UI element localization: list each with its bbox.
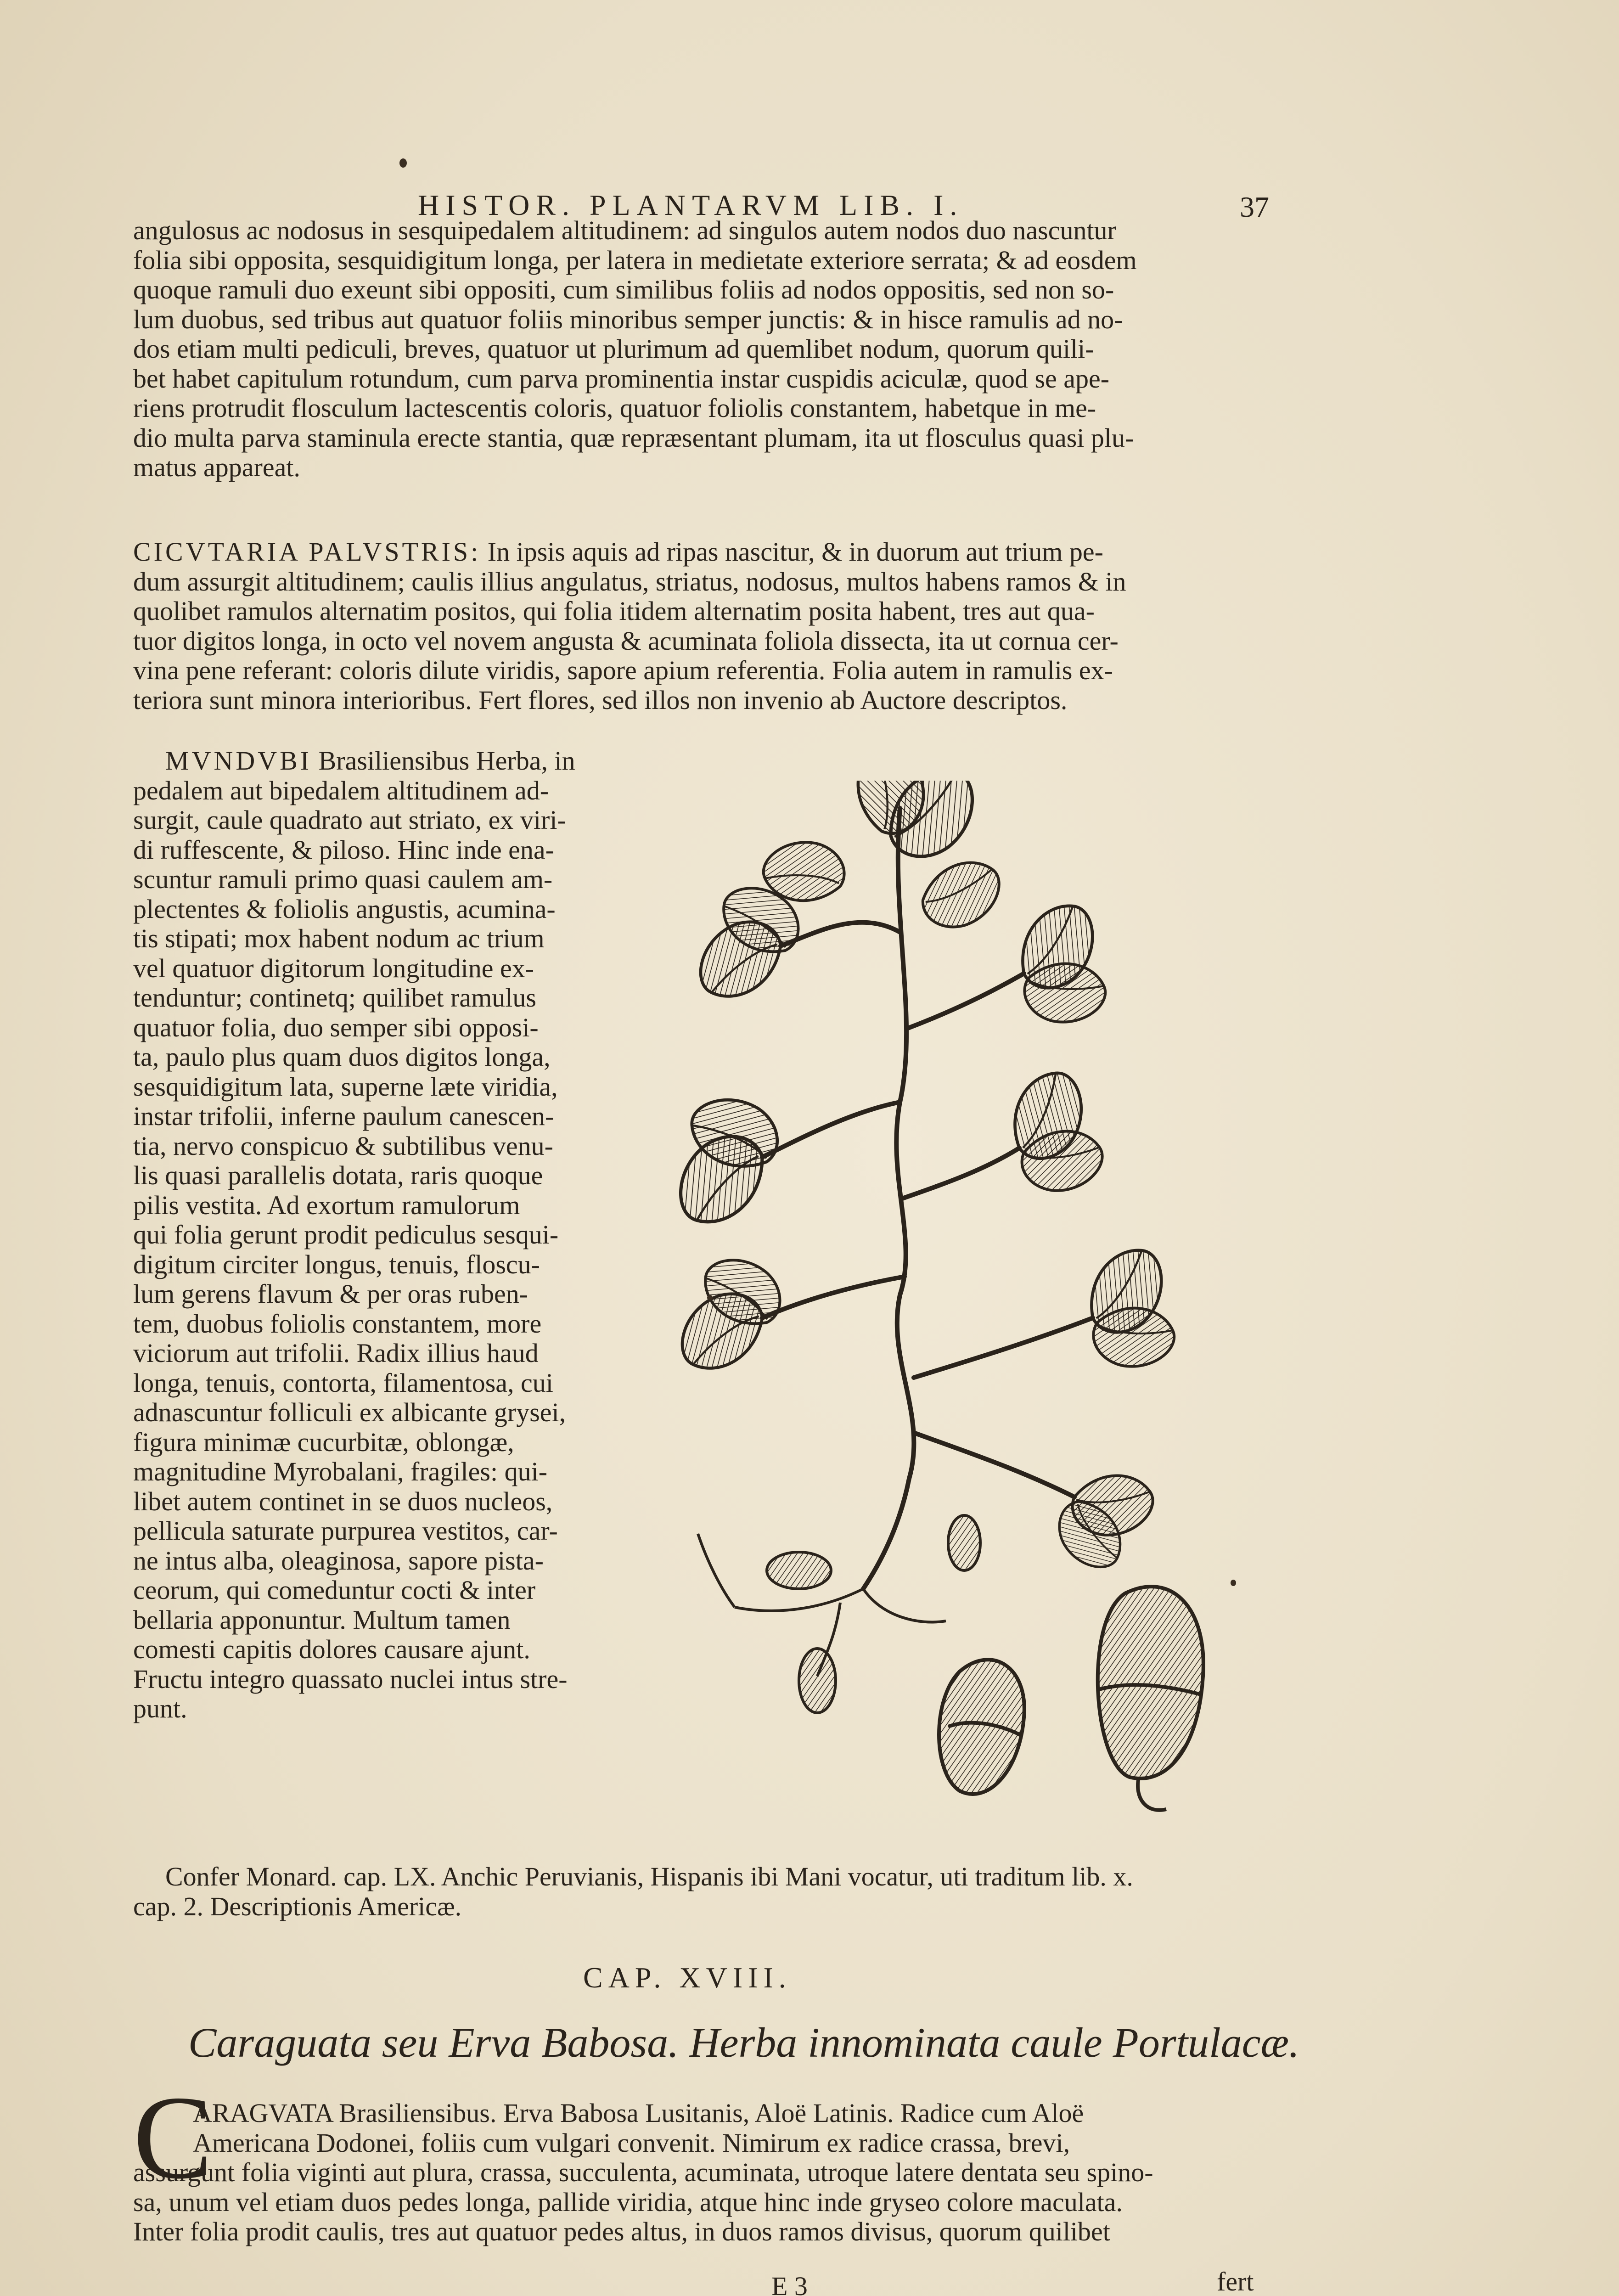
text-line: folia sibi opposita, sesquidigitum longa, per latera in medietate exteriore serrata; & ad eosdem xyxy=(133,245,1137,275)
text-line: riens protrudit flosculum lactescentis coloris, quatuor foliolis constantem, habetque in me- xyxy=(133,394,1096,423)
text-line: pilis vestita. Ad exortum ramulorum xyxy=(133,1190,520,1220)
catchword: fert xyxy=(1217,2267,1254,2296)
paragraph-mundubi xyxy=(133,746,638,1724)
ink-speck xyxy=(1231,1580,1236,1586)
text-line: Confer Monard. cap. LX. Anchic Peruvianis, Hispanis ibi Mani vocatur, uti traditum lib. x. xyxy=(165,1862,1133,1891)
text-line: ta, paulo plus quam duos digitos longa, xyxy=(133,1042,551,1072)
text-line: sa, unum vel etiam duos pedes longa, pallide viridia, atque hinc inde gryseo colore maculata. xyxy=(133,2187,1123,2217)
signature-mark: E 3 xyxy=(771,2271,808,2296)
text-line: longa, tenuis, contorta, filamentosa, cui xyxy=(133,1368,553,1398)
text-line: teriora sunt minora interioribus. Fert flores, sed illos non invenio ab Auctore descriptos. xyxy=(133,685,1068,715)
text-line: dos etiam multi pediculi, breves, quatuor ut plurimum ad quemlibet nodum, quorum quili- xyxy=(133,334,1094,364)
text-line: matus appareat. xyxy=(133,453,300,482)
seed-kernels xyxy=(939,1587,1203,1810)
text-line: vina pene referant: coloris dilute viridis, sapore apium referentia. Folia autem in ramulis ex- xyxy=(133,656,1113,685)
paragraph-caraguata xyxy=(133,2099,1290,2247)
mundubi-plant-illustration xyxy=(643,781,1263,1851)
text-line: bellaria apponuntur. Multum tamen xyxy=(133,1605,511,1635)
paragraph-cicutaria xyxy=(133,537,1290,715)
peanut-pods xyxy=(767,1515,980,1713)
text-line: qui folia gerunt prodit pediculus sesqui- xyxy=(133,1220,559,1249)
text-line: pedalem aut bipedalem altitudinem ad- xyxy=(133,776,549,805)
paragraph-reference xyxy=(133,1862,1290,1921)
plant-name-mundubi: MVNDVBI xyxy=(165,746,312,776)
text-line: Inter folia prodit caulis, tres aut quatuor pedes altus, in duos ramos divisus, quorum quilibet xyxy=(133,2217,1110,2246)
text-line: Americana Dodonei, foliis cum vulgari convenit. Nimirum ex radice crassa, brevi, xyxy=(193,2128,1070,2158)
text-run: In ipsis aquis ad ripas nascitur, & in duorum aut trium pe- xyxy=(481,537,1103,567)
text-line: quolibet ramulos alternatim positos, qui folia itidem alternatim posita habent, tres aut qua- xyxy=(133,597,1095,626)
ink-speck xyxy=(707,1295,713,1300)
chapter-title: Caraguata seu Erva Babosa. Herba innominata caule Portulacæ. xyxy=(188,2019,1299,2066)
text-line: ceorum, qui comeduntur cocti & inter xyxy=(133,1576,536,1605)
text-line: quoque ramuli duo exeunt sibi oppositi, cum similibus foliis ad nodos oppositis, sed non so- xyxy=(133,275,1114,304)
text-line: dio multa parva staminula erecte stantia, quæ repræsentant plumam, ita ut flosculus quasi plu- xyxy=(133,423,1134,453)
text-line: lis quasi parallelis dotata, raris quoque xyxy=(133,1161,543,1190)
text-line xyxy=(133,746,638,776)
text-line: tenduntur; continetq; quilibet ramulus xyxy=(133,983,536,1013)
text-line: cap. 2. Descriptionis Americæ. xyxy=(133,1891,462,1921)
plant-name-cicutaria: CICVTARIA PALVSTRIS: xyxy=(133,537,481,567)
text-line: assurgunt folia viginti aut plura, crassa, succulenta, acuminata, utroque latere dentata seu spino- xyxy=(133,2158,1153,2187)
paragraph-1 xyxy=(133,216,1290,483)
text-line: figura minimæ cucurbitæ, oblongæ, xyxy=(133,1427,514,1457)
text-line: ne intus alba, oleaginosa, sapore pista- xyxy=(133,1546,544,1576)
text-line: instar trifolii, inferne paulum canescen- xyxy=(133,1102,554,1131)
drop-cap: C xyxy=(133,2071,213,2204)
text-line: vel quatuor digitorum longitudine ex- xyxy=(133,953,534,983)
running-title: HISTOR. PLANTARVM LIB. I. xyxy=(418,189,964,221)
text-run: Brasiliensibus Herba, in xyxy=(312,746,575,776)
text-line: tis stipati; mox habent nodum ac trium xyxy=(133,924,545,953)
text-line: pellicula saturate purpurea vestitos, car- xyxy=(133,1516,558,1546)
text-line: punt. xyxy=(133,1694,187,1723)
text-line: digitum circiter longus, tenuis, floscu- xyxy=(133,1249,540,1279)
text-line: quatuor folia, duo semper sibi opposi- xyxy=(133,1013,539,1042)
text-line: lum duobus, sed tribus aut quatuor foliis minoribus semper junctis: & in hisce ramulis ad no- xyxy=(133,304,1123,334)
text-line: surgit, caule quadrato aut striato, ex viri- xyxy=(133,805,566,835)
chapter-number: CAP. XVIII. xyxy=(583,1961,792,1994)
text-line: tia, nervo conspicuo & subtilibus venu- xyxy=(133,1131,553,1161)
text-line: magnitudine Myrobalani, fragiles: qui- xyxy=(133,1457,548,1486)
text-line: dum assurgit altitudinem; caulis illius angulatus, striatus, nodosus, multos habens ramos & in xyxy=(133,567,1126,597)
text-line: sesquidigitum lata, superne læte viridia, xyxy=(133,1072,558,1102)
text-line: libet autem continet in se duos nucleos, xyxy=(133,1486,553,1516)
text-line: scuntur ramuli primo quasi caulem am- xyxy=(133,865,553,894)
text-line: di ruffescente, & piloso. Hinc inde ena- xyxy=(133,835,554,865)
ink-speck xyxy=(399,158,407,168)
text-line: ARAGVATA Brasiliensibus. Erva Babosa Lusitanis, Aloë Latinis. Radice cum Aloë xyxy=(193,2099,1084,2128)
text-line: angulosus ac nodosus in sesquipedalem altitudinem: ad singulos autem nodos duo nascuntur xyxy=(133,216,1116,245)
text-line: lum gerens flavum & per oras ruben- xyxy=(133,1279,528,1309)
text-line: tem, duobus foliolis constantem, more xyxy=(133,1309,542,1339)
page-number: 37 xyxy=(1240,191,1269,223)
plant-leaves xyxy=(662,781,1181,1578)
text-line: bet habet capitulum rotundum, cum parva prominentia instar cuspidis aciculæ, quod se ape- xyxy=(133,364,1110,394)
text-line: plectentes & foliolis angustis, acumina- xyxy=(133,894,556,924)
text-line: comesti capitis dolores causare ajunt. xyxy=(133,1635,530,1664)
text-line: tuor digitos longa, in octo vel novem angusta & acuminata foliola dissecta, ita ut cornua cer- xyxy=(133,626,1119,656)
text-line: viciorum aut trifolii. Radix illius haud xyxy=(133,1339,539,1368)
text-line: Fructu integro quassato nuclei intus stre- xyxy=(133,1664,568,1694)
text-line: adnascuntur folliculi ex albicante grysei, xyxy=(133,1398,566,1427)
text-line xyxy=(133,537,1290,567)
